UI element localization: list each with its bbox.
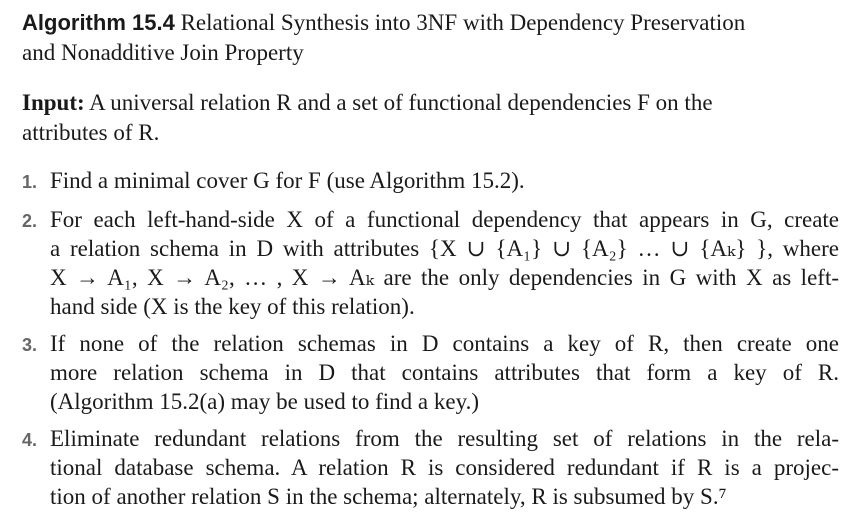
step-text <box>50 329 839 416</box>
input-label: Input: <box>22 90 85 115</box>
step-line: Eliminate redundant relations from the resulting set of relations in the rela- <box>50 426 839 451</box>
step-text <box>50 205 839 321</box>
step-number: 2. <box>22 211 38 231</box>
step-text <box>50 166 839 197</box>
step-line: X → A₁, X → A₂, … , X → Aₖ are the only dependencies in G with X as left- <box>50 265 839 290</box>
step-line: hand side (X is the key of this relation). <box>50 294 415 319</box>
step-line: tion of another relation S in the schema; alternately, R is subsumed by S.⁷ <box>50 484 727 509</box>
step-line: If none of the relation schemas in D contains a key of R, then create one <box>50 331 839 356</box>
step-1 <box>22 166 839 197</box>
step-number: 3. <box>22 335 38 355</box>
algorithm-title-line1: Relational Synthesis into 3NF with Dependency Preservation <box>180 10 746 35</box>
input-line1: A universal relation R and a set of functional dependencies F on the <box>89 90 713 115</box>
step-line: Find a minimal cover G for F (use Algorithm 15.2). <box>50 168 525 193</box>
step-line: tional database schema. A relation R is considered redundant if R is a projec- <box>50 455 839 480</box>
step-line: (Algorithm 15.2(a) may be used to find a key.) <box>50 389 480 414</box>
step-line: a relation schema in D with attributes {X ∪ {A₁} ∪ {A₂} … ∪ {Aₖ} }, where <box>50 236 839 261</box>
step-text <box>50 424 839 511</box>
algorithm-steps <box>22 166 839 511</box>
input-section <box>22 88 839 148</box>
step-4 <box>22 424 839 511</box>
algorithm-label: Algorithm 15.4 <box>22 10 175 35</box>
algorithm-title <box>22 8 839 68</box>
input-line2: attributes of R. <box>22 120 160 145</box>
step-number: 1. <box>22 172 38 192</box>
algorithm-title-line2: and Nonadditive Join Property <box>22 40 304 65</box>
step-number: 4. <box>22 430 38 450</box>
step-line: more relation schema in D that contains attributes that form a key of R. <box>50 360 839 385</box>
step-line: For each left-hand-side X of a functional dependency that appears in G, create <box>50 207 839 232</box>
step-3 <box>22 329 839 416</box>
step-2 <box>22 205 839 321</box>
